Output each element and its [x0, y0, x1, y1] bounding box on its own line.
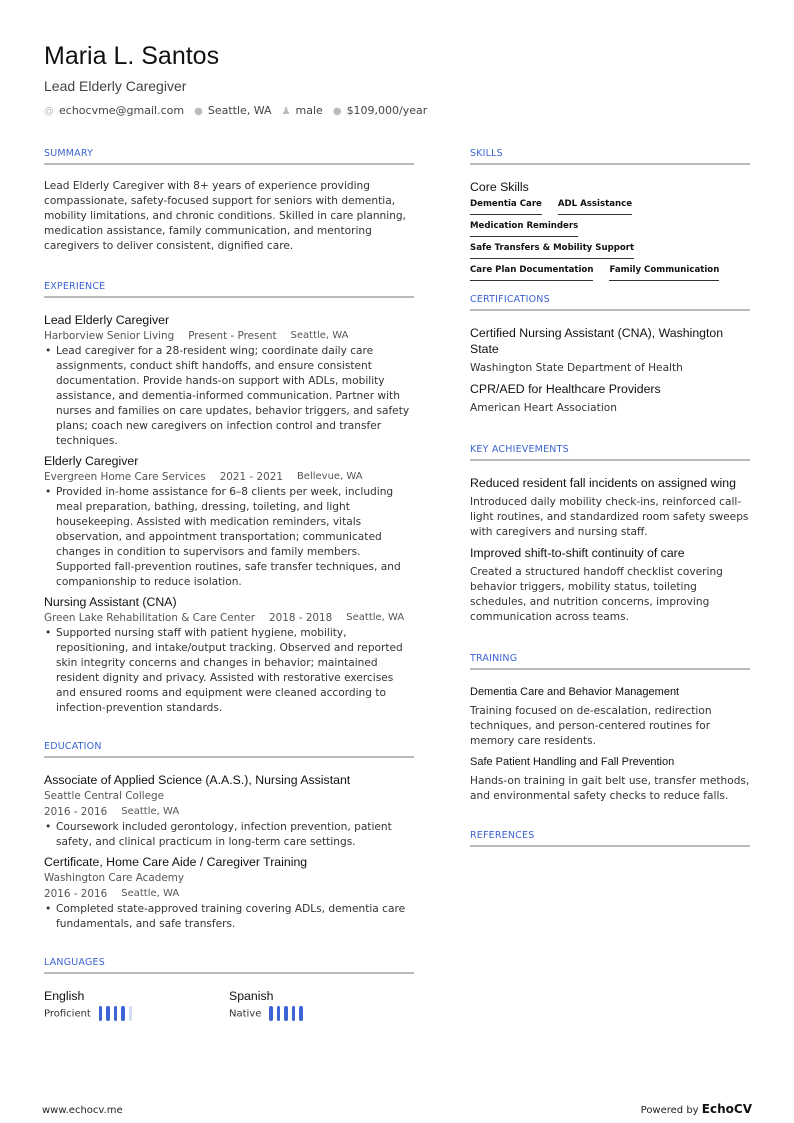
- proficiency-bar: [277, 1006, 281, 1021]
- contact-text: $109,000/year: [346, 104, 428, 117]
- job-bullet: • Lead caregiver for a 28-resident wing; coordinate daily care assignments, conduct shift handoffs, and ensure consistent documentation. Provide hands-on support with ADLs, mobility assistance, and dementia-informed communication. Partner with nurses and families on care updates, behavior triggers, and safety plans; coach new caregivers on infection control and transfer techniques.: [44, 344, 414, 449]
- skills-heading: SKILLS: [470, 148, 750, 165]
- job-meta: [44, 610, 414, 626]
- skill-tag: Safe Transfers & Mobility Support: [470, 243, 634, 259]
- contact-item: [333, 104, 427, 117]
- proficiency-bar: [269, 1006, 273, 1021]
- education-dates: 2016 - 2016: [44, 888, 108, 900]
- at-icon: @: [44, 106, 54, 117]
- degree: Certificate, Home Care Aide / Caregiver Training: [44, 855, 308, 869]
- proficiency-bar: [284, 1006, 288, 1021]
- language-item: [44, 988, 229, 1021]
- contact-text: male: [295, 104, 323, 117]
- education-entry: [44, 854, 414, 932]
- footer-website[interactable]: www.echocv.me: [42, 1105, 123, 1116]
- training-title: Safe Patient Handling and Fall Prevention: [470, 756, 675, 768]
- achievement-title: Reduced resident fall incidents on assigned wing: [470, 476, 736, 490]
- language-name: English: [44, 989, 85, 1003]
- language-name: Spanish: [229, 989, 274, 1003]
- job-title: Elderly Caregiver: [44, 454, 139, 468]
- proficiency-bar: [292, 1006, 296, 1021]
- education-meta: [44, 886, 414, 902]
- job-bullet: • Provided in-home assistance for 6–8 clients per week, including meal preparation, bathing, dressing, toileting, and light housekeeping. Assisted with medication reminders, vitals observation, and appointment transportation; communicated changes in condition to supervisors and family members. Supported fall-prevention routines, safe transfer techniques, and companionship to reduce isolation.: [44, 485, 414, 590]
- education-dates: 2016 - 2016: [44, 806, 108, 818]
- job-meta: [44, 469, 414, 485]
- proficiency-bar: [129, 1006, 133, 1021]
- references-heading: REFERENCES: [470, 830, 750, 847]
- achievement-text: Introduced daily mobility check-ins, reinforced call-light routines, and standardized room safety sweeps with caregivers and nursing staff.: [470, 496, 749, 538]
- certification-issuer: Washington State Department of Health: [470, 362, 683, 374]
- degree: Associate of Applied Science (A.A.S.), Nursing Assistant: [44, 773, 351, 787]
- education-entry: [44, 772, 414, 850]
- education-bullet: • Completed state-approved training covering ADLs, dementia care fundamentals, and safe transfers.: [44, 902, 414, 932]
- job-bullets: [44, 626, 414, 716]
- proficiency-bar: [99, 1006, 103, 1021]
- training-heading: TRAINING: [470, 653, 750, 670]
- training-section: [470, 653, 750, 809]
- education-heading: EDUCATION: [44, 741, 414, 758]
- certification-name: Certified Nursing Assistant (CNA), Washington State: [470, 326, 724, 356]
- skill-tag: Family Communication: [609, 265, 719, 281]
- salary-icon: ●: [332, 106, 342, 117]
- job-title: Lead Elderly Caregiver: [44, 313, 170, 327]
- proficiency-bar: [106, 1006, 110, 1021]
- candidate-name: Maria L. Santos: [44, 42, 220, 70]
- job-company: Green Lake Rehabilitation & Care Center: [44, 612, 256, 624]
- education-location: Seattle, WA: [121, 888, 180, 899]
- languages-section: [44, 957, 414, 1021]
- job-location: Bellevue, WA: [296, 471, 363, 482]
- education-section: [44, 741, 414, 936]
- experience-section: [44, 281, 414, 720]
- summary-heading: SUMMARY: [44, 148, 414, 165]
- job-bullet: • Supported nursing staff with patient hygiene, mobility, repositioning, and intake/output tracking. Observed and reported skin integrity concerns and changes in behavior; maintained resident dignity and privacy. Assisted with restorative exercises and ensured rooms and equipment were cleaned according to infection-prevention standards.: [44, 626, 414, 716]
- job-company: Evergreen Home Care Services: [44, 471, 206, 483]
- skill-tag: Care Plan Documentation: [470, 265, 593, 281]
- training-text: Training focused on de-escalation, redirection techniques, and person-centered routines for memory care residents.: [470, 705, 712, 747]
- proficiency-bars: [99, 1006, 133, 1021]
- proficiency-bars: [269, 1006, 303, 1021]
- language-level: Proficient: [44, 1008, 91, 1020]
- certifications-section: [470, 294, 750, 421]
- skill-tag: Medication Reminders: [470, 221, 578, 237]
- location-icon: ●: [194, 106, 203, 117]
- contact-item: [194, 104, 271, 117]
- certification-issuer: American Heart Association: [470, 402, 617, 414]
- skills-section: [470, 148, 750, 281]
- job-dates: 2018 - 2018: [269, 612, 333, 624]
- experience-heading: EXPERIENCE: [44, 281, 414, 298]
- job-dates: 2021 - 2021: [219, 471, 283, 483]
- contact-item: [44, 104, 184, 117]
- powered-label: Powered by: [640, 1105, 699, 1116]
- education-bullet: • Coursework included gerontology, infection prevention, patient safety, and clinical practicum in long-term care settings.: [44, 820, 414, 850]
- job-entry: [44, 453, 414, 590]
- contact-item: [282, 104, 323, 117]
- education-meta: [44, 804, 414, 820]
- education-location: Seattle, WA: [121, 806, 180, 817]
- references-section: [470, 830, 750, 861]
- brand-logo: EchoCV: [701, 1102, 752, 1116]
- school: Washington Care Academy: [44, 872, 184, 884]
- school: Seattle Central College: [44, 790, 164, 802]
- candidate-title: Lead Elderly Caregiver: [44, 78, 187, 94]
- achievement-title: Improved shift-to-shift continuity of care: [470, 546, 685, 560]
- language-item: [229, 988, 414, 1021]
- education-bullets: [44, 902, 414, 932]
- language-level: Native: [229, 1008, 262, 1020]
- contact-row: [44, 104, 427, 117]
- proficiency-bar: [121, 1006, 125, 1021]
- contact-text: Seattle, WA: [207, 104, 272, 117]
- job-bullets: [44, 485, 414, 590]
- job-dates: Present - Present: [188, 330, 277, 342]
- person-icon: ♟: [281, 106, 291, 117]
- job-meta: [44, 328, 414, 344]
- language-level-row: [229, 1006, 414, 1021]
- proficiency-bar: [299, 1006, 303, 1021]
- job-entry: [44, 312, 414, 449]
- skill-tag: Dementia Care: [470, 199, 542, 215]
- achievements-heading: KEY ACHIEVEMENTS: [470, 444, 750, 461]
- job-location: Seattle, WA: [290, 330, 349, 341]
- summary-text: Lead Elderly Caregiver with 8+ years of experience providing compassionate, safety-focused support for seniors with dementia, mobility limitations, and chronic conditions. Skilled in care planning, medication assistance, family communication, and mentoring caregivers to deliver consistent, dignified care.: [44, 180, 406, 252]
- certification-name: CPR/AED for Healthcare Providers: [470, 382, 661, 396]
- certifications-heading: CERTIFICATIONS: [470, 294, 750, 311]
- language-level-row: [44, 1006, 229, 1021]
- footer-powered: [641, 1102, 752, 1116]
- contact-text: echocvme@gmail.com: [59, 104, 185, 117]
- languages-heading: LANGUAGES: [44, 957, 414, 974]
- job-title: Nursing Assistant (CNA): [44, 595, 177, 609]
- summary-section: [44, 148, 414, 254]
- skills-group: Core Skills: [470, 180, 529, 194]
- proficiency-bar: [114, 1006, 118, 1021]
- achievements-section: [470, 444, 750, 630]
- education-bullets: [44, 820, 414, 850]
- skill-tag: ADL Assistance: [558, 199, 632, 215]
- job-location: Seattle, WA: [346, 612, 405, 623]
- achievement-text: Created a structured handoff checklist covering behavior triggers, mobility status, toileting schedules, and nutrition concerns, improving communication across teams.: [470, 566, 723, 623]
- training-text: Hands-on training in gait belt use, transfer methods, and environmental safety checks to reduce falls.: [470, 775, 750, 802]
- job-entry: [44, 594, 414, 716]
- job-company: Harborview Senior Living: [44, 330, 175, 342]
- training-title: Dementia Care and Behavior Management: [470, 686, 680, 698]
- job-bullets: [44, 344, 414, 449]
